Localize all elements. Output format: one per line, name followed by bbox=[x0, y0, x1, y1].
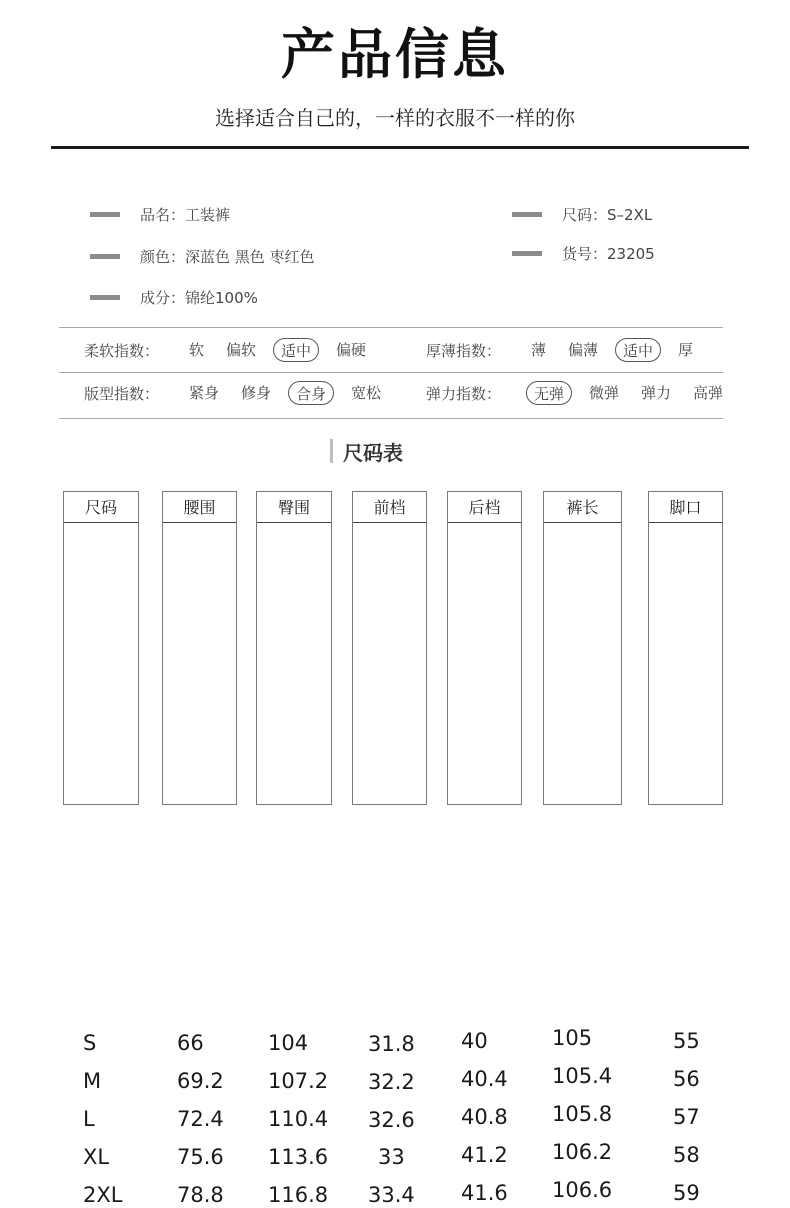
column-header: 腰围 bbox=[183, 498, 216, 517]
column-header: 裤长 bbox=[566, 498, 599, 517]
size-cell: XL bbox=[83, 1145, 110, 1169]
index-option: 高弹 bbox=[693, 384, 724, 402]
header-divider bbox=[353, 522, 426, 523]
index-option: 宽松 bbox=[351, 384, 382, 402]
back-rise-cell: 40.8 bbox=[461, 1105, 508, 1129]
page-title: 产品信息 bbox=[281, 23, 509, 86]
index-option: 无弹 bbox=[526, 381, 572, 405]
back-rise-cell: 40 bbox=[461, 1029, 488, 1053]
index-fit bbox=[84, 378, 398, 408]
index-label: 柔软指数： bbox=[84, 341, 160, 360]
index-option: 弹力 bbox=[641, 384, 672, 402]
size-cell: M bbox=[83, 1069, 102, 1093]
column-header: 脚口 bbox=[669, 498, 702, 517]
waist-cell: 69.2 bbox=[177, 1069, 224, 1093]
back-rise-cell: 41.2 bbox=[461, 1143, 508, 1167]
waist-column bbox=[162, 491, 237, 1207]
dash-icon bbox=[90, 295, 120, 300]
page-subtitle: 选择适合自己的，一样的衣服不一样的你 bbox=[215, 106, 575, 130]
info-material bbox=[90, 285, 258, 309]
index-elasticity bbox=[426, 378, 740, 408]
hem-cell: 57 bbox=[673, 1105, 700, 1129]
index-option: 紧身 bbox=[189, 384, 220, 402]
back-rise-cell: 41.6 bbox=[461, 1181, 508, 1205]
header-divider bbox=[649, 522, 722, 523]
back-rise-column bbox=[447, 491, 522, 1205]
header-divider bbox=[64, 522, 138, 523]
column-header: 后档 bbox=[468, 498, 501, 517]
front-rise-cell: 32.6 bbox=[368, 1108, 415, 1132]
index-thickness bbox=[426, 335, 710, 365]
back-rise-cell: 40.4 bbox=[461, 1067, 508, 1091]
hem-cell: 58 bbox=[673, 1143, 700, 1167]
hem-cell: 55 bbox=[673, 1029, 700, 1053]
hip-cell: 113.6 bbox=[268, 1145, 329, 1169]
size-cell: L bbox=[83, 1107, 95, 1131]
header-divider bbox=[257, 522, 331, 523]
size-cell: 2XL bbox=[83, 1183, 123, 1207]
hip-cell: 116.8 bbox=[268, 1183, 329, 1207]
front-rise-cell: 32.2 bbox=[368, 1070, 415, 1094]
index-option: 合身 bbox=[288, 381, 334, 405]
size-chart-title bbox=[330, 436, 403, 466]
length-cell: 105.8 bbox=[552, 1102, 613, 1126]
header-divider bbox=[51, 146, 749, 149]
index-option: 偏薄 bbox=[568, 341, 599, 359]
waist-cell: 72.4 bbox=[177, 1107, 224, 1131]
index-option: 适中 bbox=[615, 338, 661, 362]
size-chart-title-text: 尺码表 bbox=[343, 440, 403, 465]
header-divider bbox=[448, 522, 521, 523]
hip-cell: 104 bbox=[268, 1031, 309, 1055]
length-cell: 106.6 bbox=[552, 1178, 613, 1202]
hem-cell: 59 bbox=[673, 1181, 700, 1205]
info-name-text: 品名：工装裤 bbox=[140, 205, 231, 224]
info-color bbox=[90, 244, 315, 268]
header-divider bbox=[163, 522, 236, 523]
index-label: 厚薄指数： bbox=[426, 341, 502, 360]
index-label: 弹力指数： bbox=[426, 384, 502, 403]
length-column bbox=[543, 491, 622, 1202]
title-bar-icon bbox=[330, 439, 333, 463]
length-cell: 105 bbox=[552, 1026, 593, 1050]
length-cell: 105.4 bbox=[552, 1064, 613, 1088]
info-color-text: 颜色：深蓝色 黑色 枣红色 bbox=[140, 247, 315, 266]
info-name bbox=[90, 202, 230, 226]
index-middle-divider bbox=[59, 372, 723, 373]
hem-column bbox=[648, 491, 723, 1205]
hip-cell: 107.2 bbox=[268, 1069, 329, 1093]
index-option: 厚 bbox=[678, 341, 694, 359]
length-cell: 106.2 bbox=[552, 1140, 613, 1164]
hem-cell: 56 bbox=[673, 1067, 700, 1091]
waist-cell: 78.8 bbox=[177, 1183, 224, 1207]
header-divider bbox=[544, 522, 621, 523]
front-rise-column bbox=[352, 491, 427, 1207]
dash-icon bbox=[512, 212, 542, 217]
dash-icon bbox=[512, 251, 542, 256]
index-top-divider bbox=[59, 327, 723, 328]
waist-cell: 66 bbox=[177, 1031, 204, 1055]
info-item-no bbox=[512, 241, 655, 265]
index-option: 软 bbox=[189, 341, 205, 359]
info-item-no-text: 货号：23205 bbox=[562, 244, 655, 263]
size-column bbox=[63, 491, 139, 1207]
column-header: 前档 bbox=[373, 498, 406, 517]
index-label: 版型指数： bbox=[84, 384, 160, 403]
index-option: 微弹 bbox=[589, 384, 620, 402]
hip-column bbox=[256, 491, 332, 1207]
index-option: 偏硬 bbox=[336, 341, 367, 359]
front-rise-cell: 33.4 bbox=[368, 1183, 415, 1207]
size-cell: S bbox=[83, 1031, 97, 1055]
front-rise-cell: 31.8 bbox=[368, 1032, 415, 1056]
index-option: 修身 bbox=[241, 384, 272, 402]
column-header: 尺码 bbox=[84, 498, 117, 517]
index-option: 薄 bbox=[531, 341, 547, 359]
index-option: 适中 bbox=[273, 338, 319, 362]
index-softness bbox=[84, 335, 383, 365]
info-material-text: 成分：锦纶100% bbox=[140, 288, 258, 307]
info-size bbox=[512, 202, 652, 226]
index-bottom-divider bbox=[59, 418, 723, 419]
index-option: 偏软 bbox=[226, 341, 257, 359]
hip-cell: 110.4 bbox=[268, 1107, 329, 1131]
info-size-text: 尺码：S–2XL bbox=[562, 205, 653, 224]
column-header: 臀围 bbox=[277, 498, 310, 517]
front-rise-cell: 33 bbox=[378, 1145, 405, 1169]
waist-cell: 75.6 bbox=[177, 1145, 224, 1169]
dash-icon bbox=[90, 212, 120, 217]
dash-icon bbox=[90, 254, 120, 259]
